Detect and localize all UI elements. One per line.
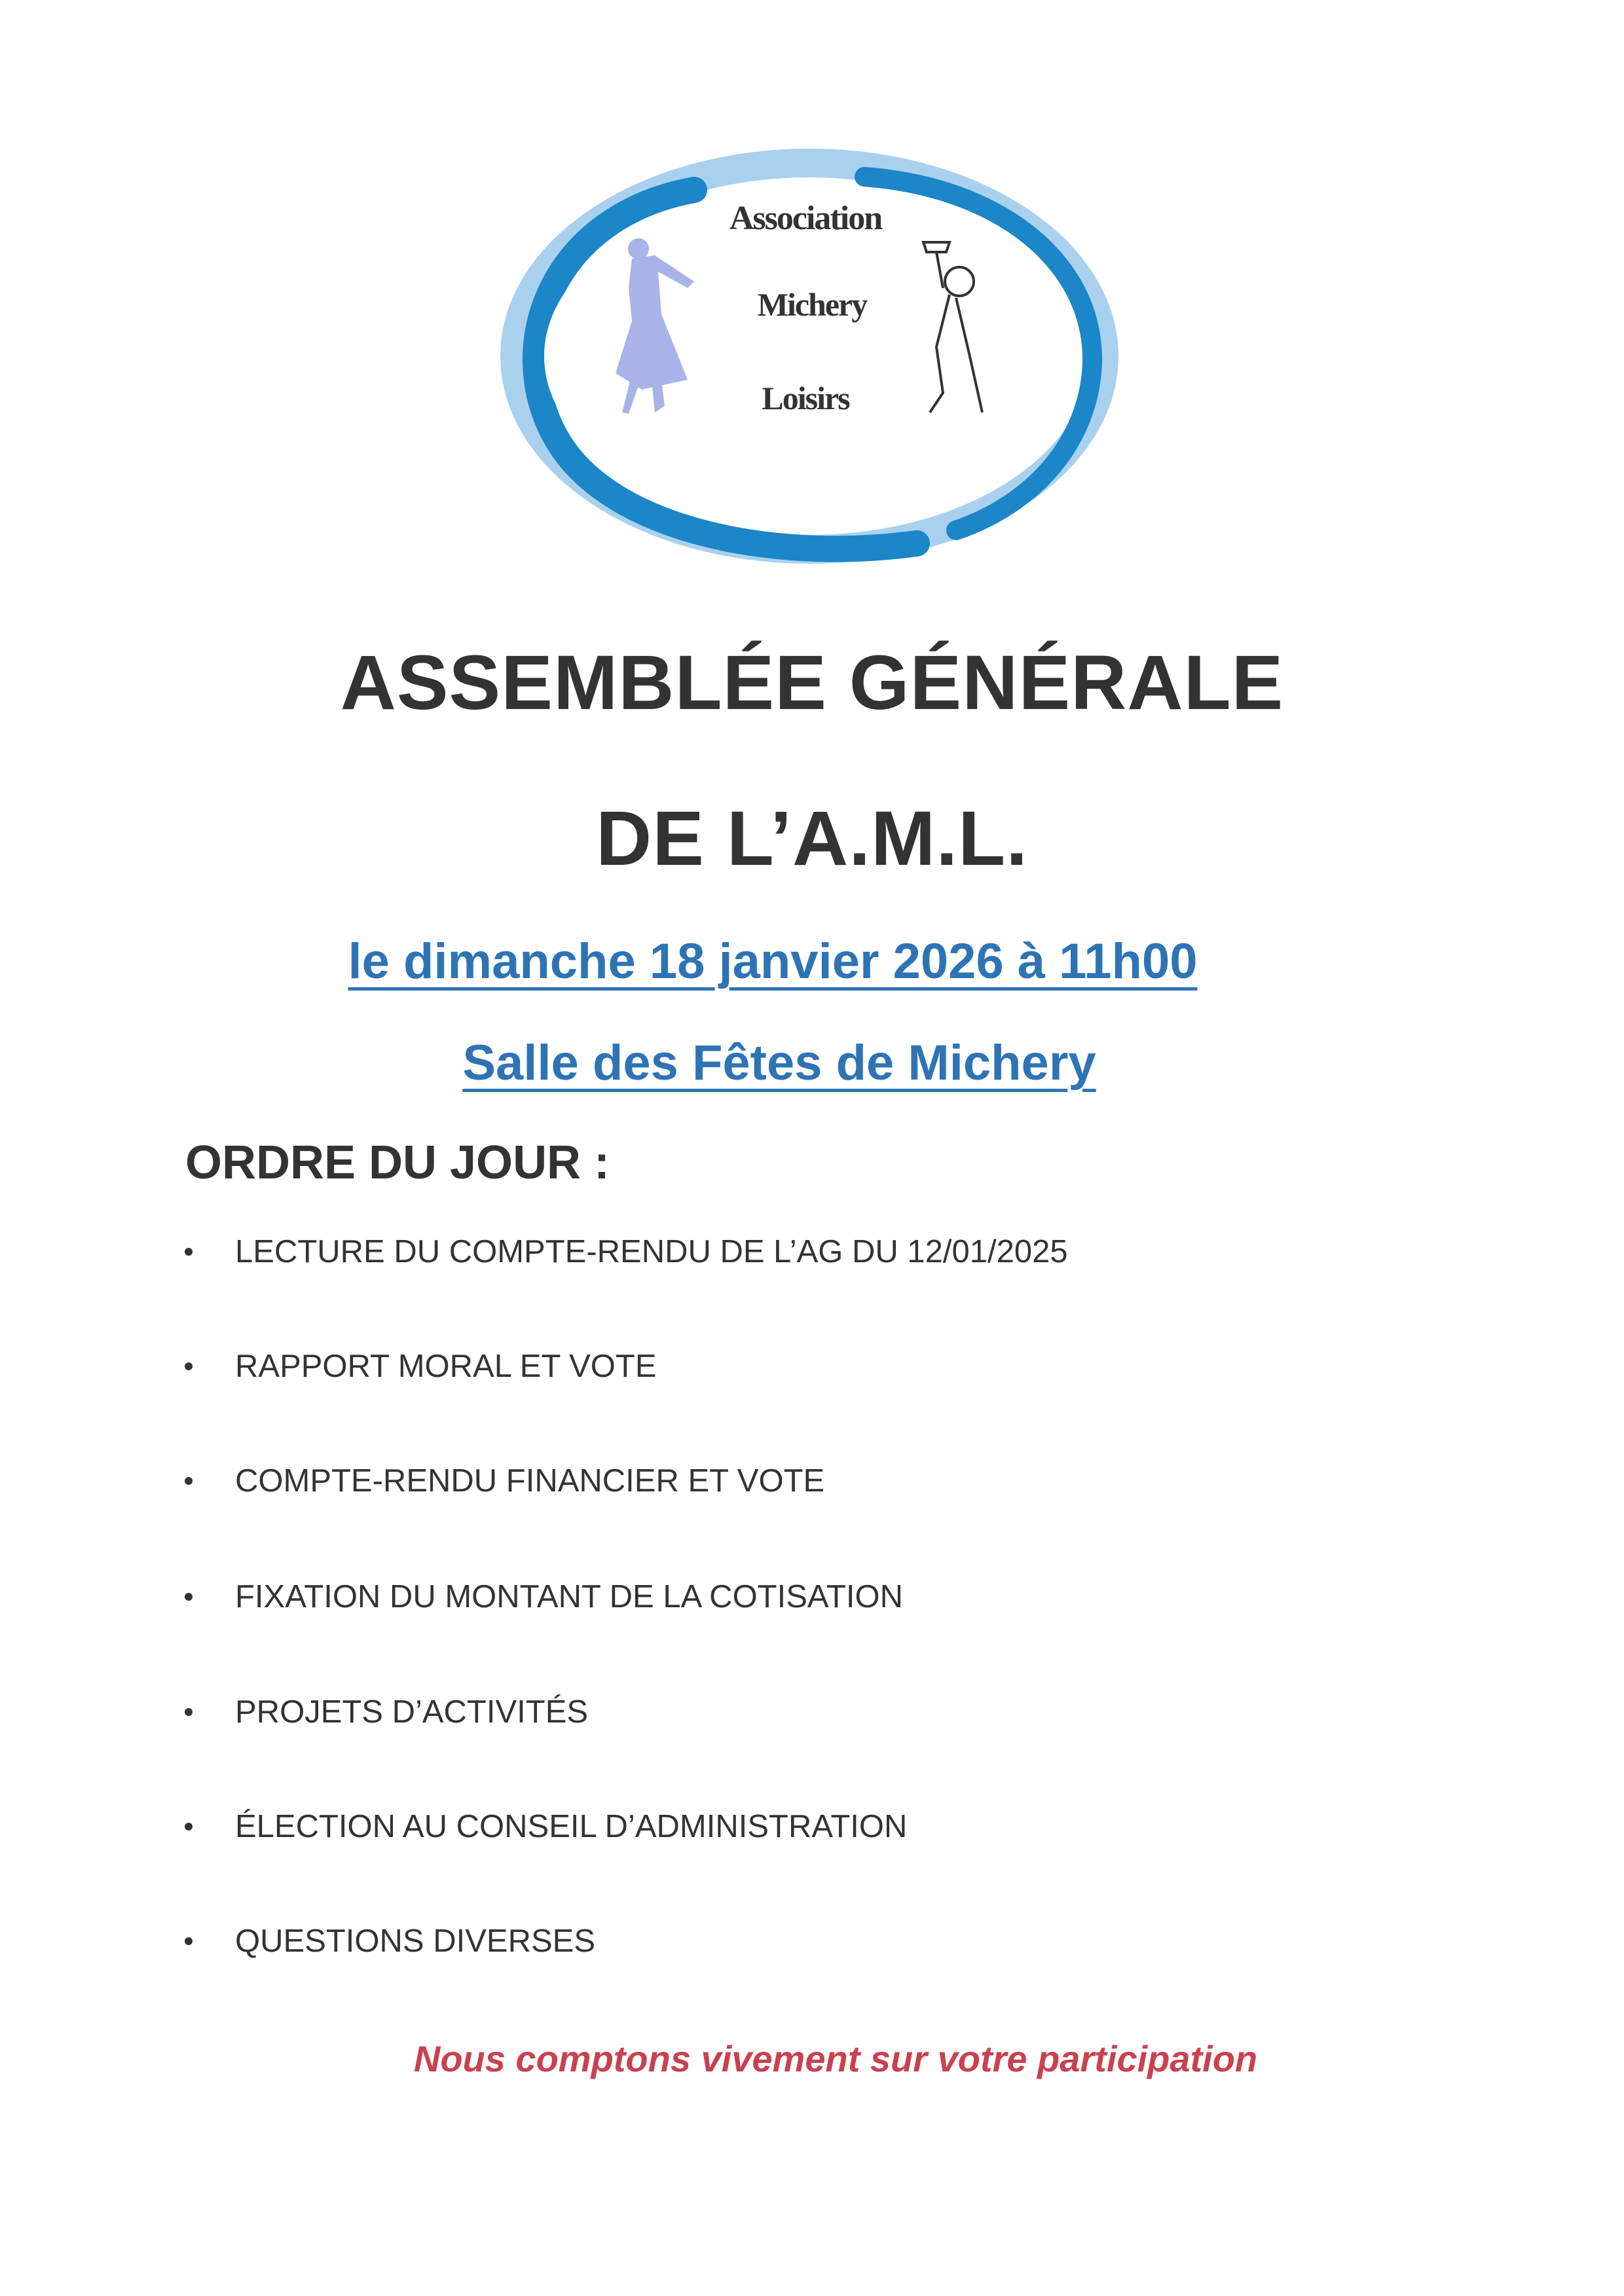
bullet-icon	[185, 1823, 193, 1831]
association-logo	[498, 131, 1126, 576]
logo-text-michery: Michery	[757, 286, 867, 323]
event-place: Salle des Fêtes de Michery	[462, 1035, 1096, 1091]
title-line-2: DE L’A.M.L.	[596, 795, 1028, 882]
event-date: le dimanche 18 janvier 2026 à 11h00	[348, 934, 1198, 989]
bullet-icon	[185, 1937, 193, 1945]
bullet-icon	[185, 1477, 193, 1485]
logo-text-loisirs: Loisirs	[762, 380, 849, 416]
agenda-item: LECTURE DU COMPTE-RENDU DE L’AG DU 12/01/2025	[185, 1233, 1068, 1270]
closing-message: Nous comptons vivement sur votre participation	[413, 2038, 1258, 2079]
bullet-icon	[185, 1362, 193, 1370]
bullet-icon	[185, 1248, 193, 1256]
agenda-heading: ORDRE DU JOUR :	[185, 1137, 610, 1189]
agenda-item: ÉLECTION AU CONSEIL D’ADMINISTRATION	[185, 1808, 907, 1845]
agenda-item: FIXATION DU MONTANT DE LA COTISATION	[185, 1578, 903, 1615]
agenda-item: PROJETS D’ACTIVITÉS	[185, 1694, 588, 1730]
bullet-icon	[185, 1708, 193, 1716]
agenda-item: QUESTIONS DIVERSES	[185, 1923, 595, 1959]
agenda-item: RAPPORT MORAL ET VOTE	[185, 1348, 657, 1385]
logo-text-association: Association	[729, 200, 882, 237]
agenda-item: COMPTE-RENDU FINANCIER ET VOTE	[185, 1463, 824, 1499]
bullet-icon	[185, 1593, 193, 1601]
title-line-1: ASSEMBLÉE GÉNÉRALE	[340, 640, 1284, 726]
